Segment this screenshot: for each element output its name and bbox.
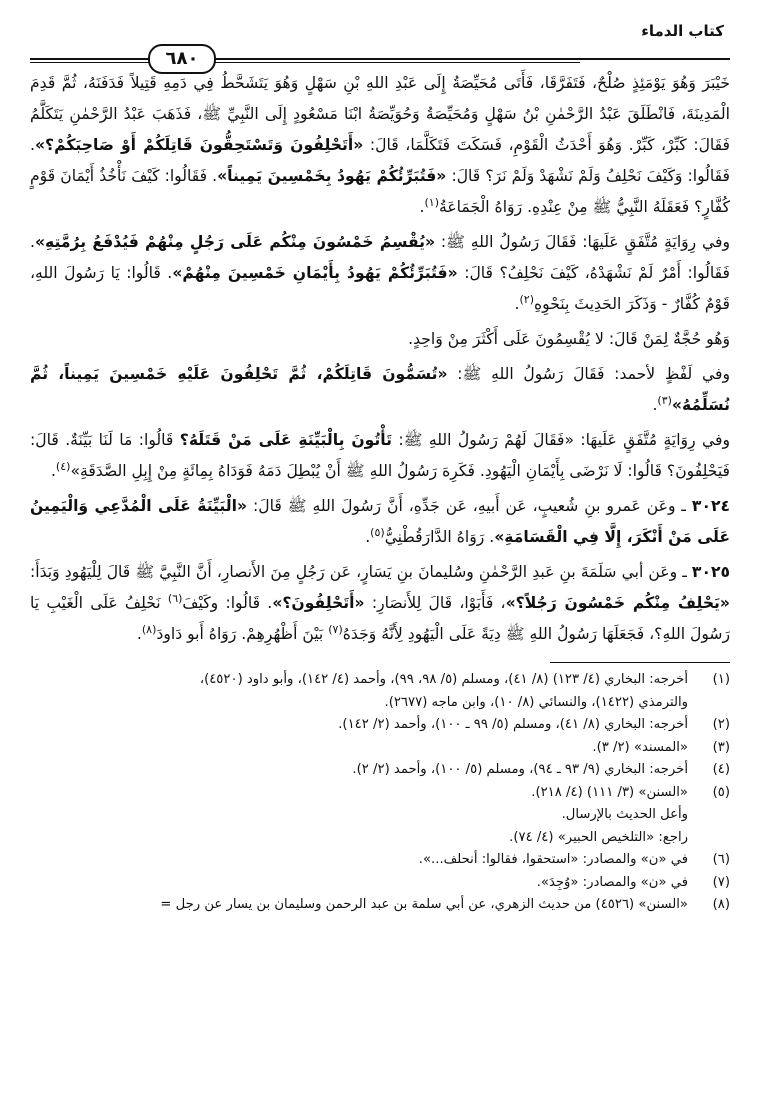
- footnote-text: في «ن» والمصادر: «استحقوا، فقالوا: أنحلف...».: [418, 852, 688, 867]
- hadith-3024: ٣٠٢٤ ـ وعَن عَمرو بنِ شُعيبٍ، عَن أَبيهِ، عَن جَدِّهِ، أَنَّ رَسُولَ اللهِ ﷺ قَالَ: «الْبَيِّنَةُ عَلَى الْمُدَّعِي وَالْيَمِينُ عَلَى مَنْ أَنْكَرَ، إِلَّا فِي الْقَسَامَةِ». رَوَاهُ الدَّارَقُطْنِيُّ$^{(٥)}$.: [30, 497, 730, 546]
- paragraph-5: وفي رِوَايَةٍ مُتَّفَقٍ عَلَيهَا: «فَقَالَ لَهُمْ رَسُولُ اللهِ ﷺ: تَأْتُونَ بِالْبَيِّنَةِ عَلَى مَنْ قَتَلَهُ؟ قَالُوا: مَا لَنَا بَيِّنَةٌ. قَالَ: فَيَحْلِفُونَ؟ قَالُوا: لَا نَرْضَى بِأَيْمَانِ الْيَهُودِ. فَكَرِهَ رَسُولُ اللهِ ﷺ أَنْ يُبْطِلَ دَمَهُ فَوَدَاهُ بِمِائَةٍ مِنْ إِبِلِ الصَّدَقَةِ»$^{(٤)}$.: [30, 431, 730, 480]
- hadith-quote: «يُقْسِمُ خَمْسُونَ مِنْكُم عَلَى رَجُلٍ مِنْهُمْ فَيُدْفَعُ بِرُمَّتِهِ»: [34, 233, 436, 251]
- footnote-number: (٤): [712, 762, 730, 777]
- footnote-ref[interactable]: (٦): [167, 591, 183, 605]
- hadith-quote: تَأْتُونَ بِالْبَيِّنَةِ عَلَى مَنْ قَتَلَهُ؟: [179, 431, 392, 449]
- footnote-7: [30, 872, 730, 895]
- footnote-number: (٣): [712, 739, 730, 755]
- footnote-ref[interactable]: (٥): [370, 525, 385, 539]
- page-number: ٦٨٠: [148, 44, 216, 74]
- footnote-1-cont: والترمذي (١٤٢٢)، والنسائي (٨/ ١٠)، وابن ماجه (٢٦٧٧).: [384, 694, 688, 710]
- hadith-quote: «الْبَيِّنَةُ عَلَى الْمُدَّعِي وَالْيَمِينُ عَلَى مَنْ أَنْكَرَ، إِلَّا فِي الْقَسَامَةِ»: [30, 497, 730, 546]
- hadith-quote: «يَحْلِفُ مِنْكُم خَمْسُونَ رَجُلاً؟»: [505, 594, 730, 612]
- paragraph-1: خَيْبَرَ وَهُوَ يَوْمَئِذٍ صُلْحٌ، فَتَفَرَّقَا، فَأَتَى مُحَيِّصَةُ إِلَى عَبْدِ اللهِ بْنِ سَهْلٍ وَهُوَ يَتَشَحَّطُ فِي دَمِهِ قَتِيلاً فَدَفَنَهُ، ثُمَّ قَدِمَ الْمَدِينَةَ، فَانْطَلَقَ عَبْدُ الرَّحْمٰنِ بْنُ سَهْلٍ وَمُحَيِّصَةُ وَحُوَيِّصَةُ ابْنَا مَسْعُودٍ إِلَى النَّبِيِّ ﷺ، فَذَهَبَ عَبْدُ الرَّحْمٰنِ يَتَكَلَّمُ فَقَالَ: كَبِّرْ، كَبِّرْ. وَهُوَ أَحْدَثُ الْقَوْمِ، فَسَكَتَ فَتَكَلَّمَا، قَالَ: «أَتَحْلِفُونَ وَتَسْتَحِقُّونَ قَاتِلَكُمْ أَوْ صَاحِبَكُمْ؟». فَقَالُوا: وَكَيْفَ نَحْلِفُ وَلَمْ نَشْهَدْ وَلَمْ نَرَ؟ قَالَ: «فَتُبَرِّئُكُمْ يَهُودُ بِخَمْسِينَ يَمِيناً». فَقَالُوا: كَيْفَ نَأْخُذُ أَيْمَانَ قَوْمٍ كُفَّارٍ؟ فَعَقَلَهُ النَّبِيُّ ﷺ مِنْ عِنْدِهِ. رَوَاهُ الْجَمَاعَةُ$^{(١)}$.: [30, 74, 731, 216]
- footnote-1: [30, 669, 730, 692]
- hadith-number: ٣٠٢٤: [691, 497, 730, 515]
- footnote-number: (٢): [712, 717, 730, 732]
- footnote-ref[interactable]: (١): [424, 195, 440, 209]
- main-text: [30, 68, 730, 650]
- footnote-4: [30, 759, 730, 782]
- hadith-quote: «فَتُبَرِّئُكُمْ يَهُودُ بِخَمْسِينَ يَمِيناً»: [217, 167, 447, 185]
- footnote-ref[interactable]: (٣): [657, 393, 672, 407]
- running-title: كتاب الدماء: [641, 22, 724, 40]
- paragraph-2: وفي رِوَايَةٍ مُتَّفَقٍ عَلَيهَا: فَقَالَ رَسُولُ اللهِ ﷺ: «يُقْسِمُ خَمْسُونَ مِنْكُم عَلَى رَجُلٍ مِنْهُمْ فَيُدْفَعُ بِرُمَّتِهِ». فَقَالُوا: أَمْرٌ لَمْ نَشْهَدْهُ، كَيْفَ نَحْلِفُ؟ قَالَ: «فَتُبَرِّئُكُمْ يَهُودُ بِأَيْمَانِ خَمْسِينَ مِنْهُمْ». قَالُوا: يَا رَسُولَ اللهِ، قَوْمٌ كُفَّارٌ - وَذَكَرَ الحَدِيثَ بِنَحْوِهِ$^{(٢)}$.: [30, 233, 730, 313]
- footnote-number: (٧): [712, 874, 730, 890]
- footnote-number: (١): [712, 672, 730, 687]
- header-rule: [30, 58, 730, 60]
- footnote-ref[interactable]: (٢): [519, 292, 534, 306]
- footnote-ref[interactable]: (٧): [328, 622, 343, 636]
- hadith-quote: «فَتُبَرِّئُكُمْ يَهُودُ بِأَيْمَانِ خَمْسِينَ مِنْهُمْ»: [172, 264, 458, 282]
- footnote-number: (٨): [712, 897, 730, 912]
- page-header: [30, 14, 730, 69]
- footnote-2: [30, 714, 730, 737]
- footnote-number: (٦): [712, 852, 730, 867]
- hadith-3025: ٣٠٢٥ ـ وعَن أبي سَلَمَةَ بنِ عَبدِ الرَّحْمٰنِ وسُليمانَ بنِ يَسَارٍ، عَن رَجُلٍ مِنَ الأَنصارِ، أَنَّ النَّبِيَّ ﷺ قَالَ لِلْيَهُودِ وَبَدَأَ: «يَحْلِفُ مِنْكُم خَمْسُونَ رَجُلاً؟»، فَأَبَوْا، قَالَ لِلأَنصَارِ: «أَتَحْلِفُونَ؟». قَالُوا: وكَيْفَ$^{(٦)}$ نَحْلِفُ عَلَى الْغَيْبِ يَا رَسُولَ اللهِ؟، فَجَعَلَهَا رَسُولُ اللهِ ﷺ دِيَةً عَلَى الْيَهُودِ لِأَنَّهُ وَجَدَهُ$^{(٧)}$ بَيْنَ أَظْهُرِهِمْ. رَوَاهُ أَبو دَاودَ$^{(٨)}$.: [30, 563, 730, 643]
- footnote-5-cont: راجع: «التلخيص الحبير» (٤/ ٧٤).: [509, 829, 688, 845]
- paragraph-3: وَهُو حُجَّةٌ لِمَنْ قَالَ: لا يُقْسِمُونَ عَلَى أَكْثَرَ مِنْ وَاحِدٍ.: [408, 330, 730, 348]
- footnote-text: «المسند» (٢/ ٣).: [592, 739, 688, 755]
- header-rule-thin: [30, 62, 580, 63]
- footnote-text: «السنن» (٤٥٢٦) من حديث الزهري، عن أبي سلمة بن عبد الرحمن وسليمان بن يسار عن رجل =: [160, 897, 688, 912]
- footnote-text: أخرجه: البخاري (٤/ ١٢٣) (٨/ ٤١)، ومسلم (٥/ ٩٨، ٩٩)، وأحمد (٤/ ١٤٢)، وأبو داود (٤٥٢٠)،: [199, 672, 688, 687]
- footnote-3: [30, 737, 730, 760]
- footnotes: [30, 669, 730, 917]
- footnote-8: [30, 894, 730, 917]
- footnote-text: أخرجه: البخاري (٩/ ٩٣ ـ ٩٤)، ومسلم (٥/ ١٠٠)، وأحمد (٢/ ٢).: [352, 762, 688, 777]
- footnote-ref[interactable]: (٨): [141, 622, 157, 636]
- footnote-ref[interactable]: (٤): [55, 459, 71, 473]
- hadith-number: ٣٠٢٥: [691, 563, 730, 581]
- footnote-separator: [550, 662, 730, 663]
- hadith-quote: «تُسَمُّونَ قَاتِلَكُمْ، ثُمَّ تَحْلِفُونَ عَلَيْهِ خَمْسِينَ يَمِيناً، ثُمَّ نُسَلِّمُهُ»: [30, 365, 730, 414]
- footnote-5-cont: وأعل الحديث بالإرسال.: [561, 807, 688, 822]
- footnote-text: أخرجه: البخاري (٨/ ٤١)، ومسلم (٥/ ٩٩ ـ ١٠٠)، وأحمد (٢/ ١٤٢).: [338, 717, 688, 732]
- footnote-text: «السنن» (٣/ ١١١) (٤/ ٢١٨).: [531, 784, 688, 800]
- footnote-5: [30, 782, 730, 805]
- hadith-quote: «أَتَحْلِفُونَ وَتَسْتَحِقُّونَ قَاتِلَكُمْ أَوْ صَاحِبَكُمْ؟»: [34, 136, 364, 154]
- footnote-text: في «ن» والمصادر: «وُجِدَ».: [536, 874, 688, 890]
- footnote-6: [30, 849, 730, 872]
- paragraph-4: وفي لَفْظٍ لأحمد: فَقَالَ رَسُولُ اللهِ ﷺ: «تُسَمُّونَ قَاتِلَكُمْ، ثُمَّ تَحْلِفُونَ عَلَيْهِ خَمْسِينَ يَمِيناً، ثُمَّ نُسَلِّمُهُ»$^{(٣)}$.: [30, 365, 730, 414]
- footnote-number: (٥): [712, 784, 730, 800]
- hadith-quote: «أَتَحْلِفُونَ؟»: [272, 594, 365, 612]
